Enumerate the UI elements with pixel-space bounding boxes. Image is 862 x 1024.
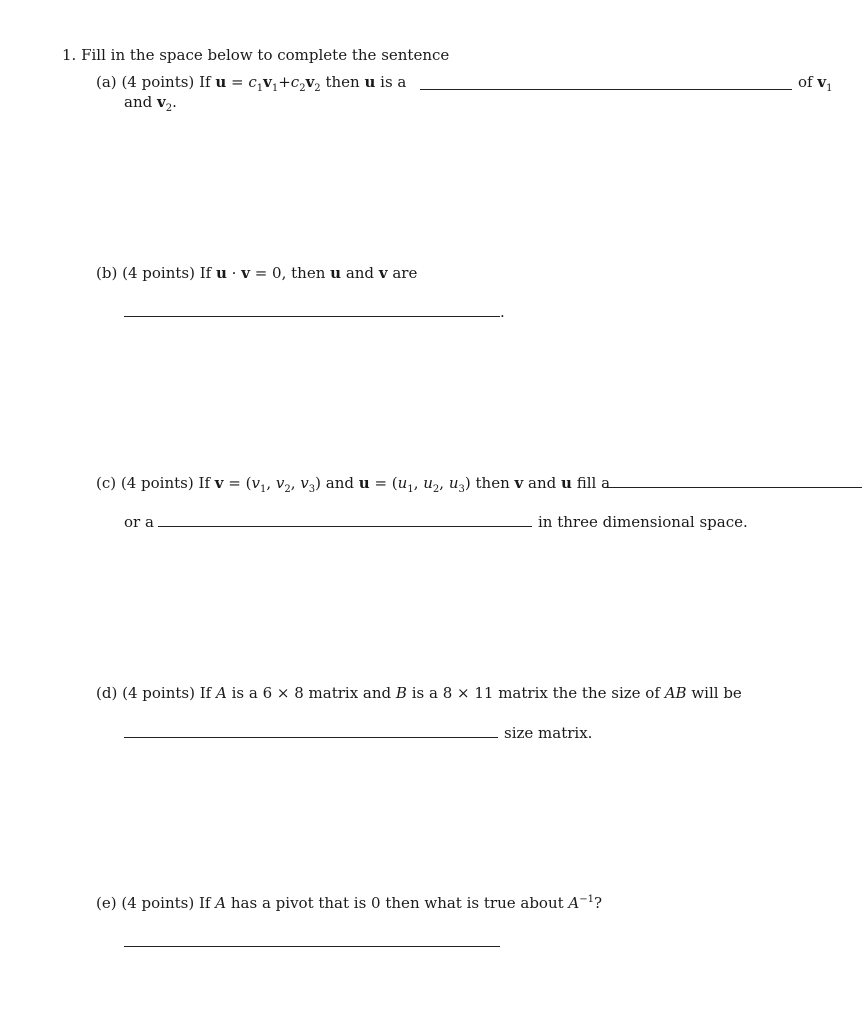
part-d-text-size: size matrix.: [504, 724, 593, 742]
part-c-text-and2: and: [528, 474, 557, 492]
math-v: v: [378, 264, 388, 282]
math-v1: v: [817, 73, 827, 91]
math-u: u: [561, 474, 572, 492]
math-A-inverse: A: [568, 894, 580, 912]
part-a-line1: (a) (4 points) If $u = c_1v_1+c_2v_2$ then u is a: [96, 73, 407, 94]
part-c-label: (c): [96, 474, 117, 492]
math-v: v: [241, 264, 250, 282]
part-e-text-if: If: [199, 894, 211, 912]
math-A: A: [215, 894, 227, 912]
part-b-line1: (b) (4 points) If u · v = 0, then u and v are: [96, 264, 418, 282]
math-c2: c: [290, 73, 300, 91]
part-b-text-if: If: [199, 264, 212, 282]
math-v: v: [214, 474, 224, 492]
part-a-blank[interactable]: [420, 89, 792, 90]
part-c-blank-1[interactable]: [604, 487, 862, 488]
part-c-blank-2[interactable]: [158, 526, 532, 527]
part-a-text-of: of: [798, 73, 813, 91]
part-a-text-if: If: [199, 73, 211, 91]
math-v: v: [514, 474, 524, 492]
part-a-text-then: then: [325, 73, 360, 91]
part-e-label: (e): [96, 894, 117, 912]
math-u: u: [364, 73, 376, 91]
part-c-text-fill: fill a: [576, 474, 611, 492]
part-b-period: .: [500, 303, 505, 321]
math-c1: c: [248, 73, 257, 91]
math-AB: AB: [664, 684, 687, 702]
part-b-points: (4 points): [122, 264, 195, 282]
part-d-blank[interactable]: [124, 737, 498, 738]
part-a-tail: of $v_1$: [798, 73, 833, 94]
math-A: A: [215, 684, 227, 702]
part-b-text-are: are: [392, 264, 418, 282]
part-c-text-if: If: [198, 474, 210, 492]
question-number: 1.: [62, 46, 77, 64]
part-d-line1: [96, 683, 742, 703]
part-d-points: (4 points): [122, 684, 195, 702]
part-d-text-if: If: [199, 684, 212, 702]
math-u: u: [330, 264, 342, 282]
part-d-text-will-be: will be: [691, 684, 742, 702]
part-e-points: (4 points): [121, 894, 195, 912]
part-c-text-then: then: [475, 474, 510, 492]
part-b-blank[interactable]: [124, 316, 500, 317]
part-d-text-is-a2: is a 8 × 11 matrix the the size of: [411, 684, 660, 702]
part-b-label: (b): [96, 264, 118, 282]
question-header: [62, 45, 449, 65]
part-b-text-zero: = 0: [254, 264, 282, 282]
math-v2: v: [157, 93, 166, 111]
math-B: B: [395, 684, 407, 702]
math-u: u: [215, 73, 227, 91]
math-v1: v: [263, 73, 272, 91]
part-e-text-mid: has a pivot that is 0 then what is true about: [230, 894, 564, 912]
math-v2: v: [305, 73, 315, 91]
part-d-text-is-a1: is a 6 × 8 matrix and: [231, 684, 392, 702]
part-e-line1: (e) (4 points) If A has a pivot that is 0 then what is true about $A^{-1}$?: [96, 894, 603, 912]
part-a-line2: and $v_2$.: [124, 93, 177, 114]
part-a-label: (a): [96, 73, 117, 91]
part-a-text-and: and: [124, 93, 153, 111]
math-u: u: [215, 264, 227, 282]
math-u: u: [358, 474, 370, 492]
part-e-blank[interactable]: [124, 946, 500, 947]
question-prompt: Fill in the space below to complete the sentence: [81, 46, 450, 64]
part-c-text-end: in three dimensional space.: [538, 513, 748, 531]
part-c-text-and1: and: [325, 474, 354, 492]
part-b-text-and: and: [345, 264, 375, 282]
part-a-points: (4 points): [121, 73, 195, 91]
part-b-text-then: , then: [281, 264, 326, 282]
part-d-label: (d): [96, 684, 118, 702]
part-c-points: (4 points): [120, 474, 194, 492]
part-a-text-is-a: is a: [380, 73, 407, 91]
part-c-text-or: or a: [124, 513, 154, 531]
part-c-line1: (c) (4 points) If $v = (v_1$, $v_2$, $v_3$) and $u = (u_1$, $u_2$, $u_3$) then v and u fill a: [96, 474, 611, 495]
